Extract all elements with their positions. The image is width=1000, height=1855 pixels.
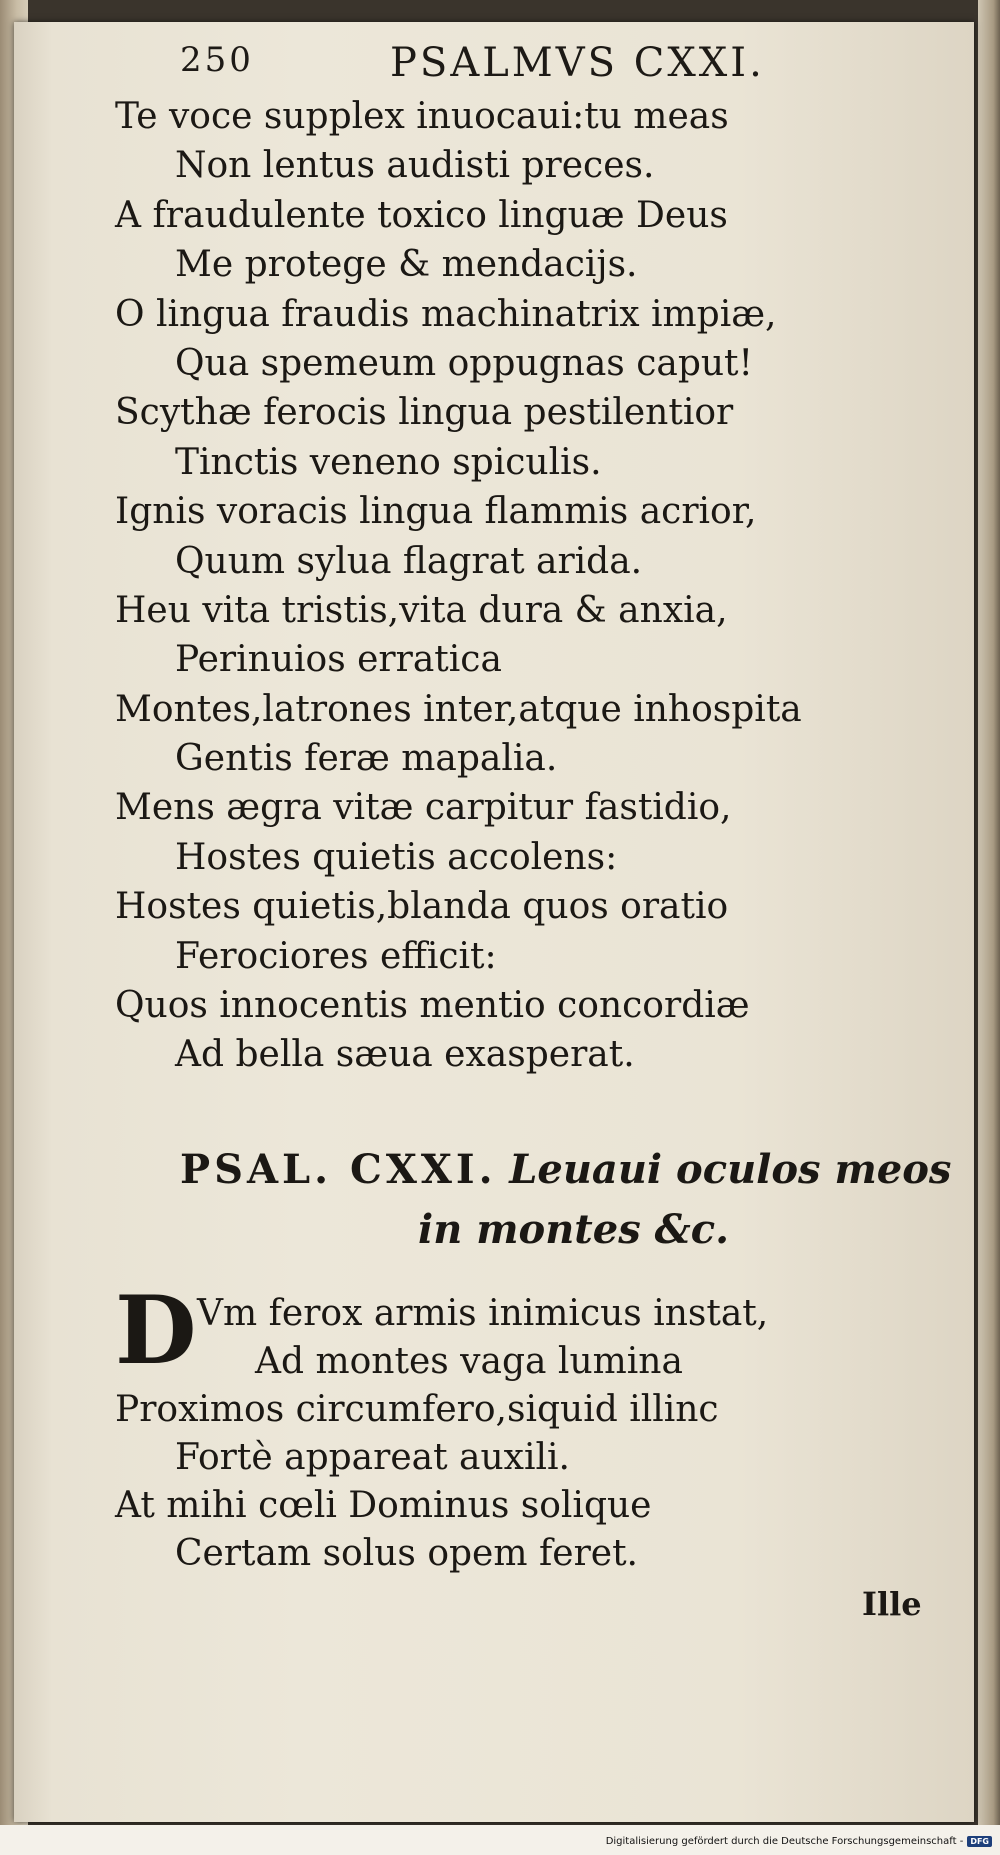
- verse-line: Hostes quietis,blanda quos oratio: [115, 886, 729, 928]
- psalm-line: Fortè appareat auxili.: [175, 1437, 570, 1478]
- verse-line: Perinuios erratica: [175, 639, 502, 681]
- verse-line: Ignis voracis lingua flammis acrior,: [115, 491, 757, 533]
- page-number: 250: [180, 40, 254, 80]
- verse-line: Mens ægra vitæ carpitur fastidio,: [115, 787, 732, 829]
- psalm-text-block: [115, 1276, 875, 1578]
- psalm-incipit-part-2: in montes &c.: [418, 1206, 730, 1253]
- psalm-number: PSAL. CXXI.: [180, 1146, 497, 1193]
- verse-line: Quum sylua flagrat arida.: [175, 540, 643, 582]
- psalm-line: Vm ferox armis inimicus instat,: [197, 1293, 769, 1334]
- verse-line: Hostes quietis accolens:: [175, 836, 618, 878]
- verse-line: Quos innocentis mentio concordiæ: [115, 985, 750, 1027]
- verse-line: Qua spemeum oppugnas caput!: [175, 342, 753, 384]
- verse-line: A fraudulente toxico linguæ Deus: [115, 194, 728, 236]
- catchword: Ille: [862, 1585, 922, 1623]
- running-title: PSALMVS CXXI.: [390, 40, 765, 86]
- verse-line: Me protege & mendacijs.: [175, 244, 638, 286]
- verse-block: [115, 92, 875, 1080]
- drop-capital: D: [115, 1276, 197, 1386]
- psalm-heading-line-1: [180, 1140, 952, 1200]
- verse-line: Te voce supplex inuocaui:tu meas: [115, 96, 729, 137]
- credit-strip: [0, 1825, 1000, 1855]
- verse-line: Ad bella sæua exasperat.: [175, 1034, 635, 1076]
- digitization-credit: [606, 1836, 992, 1847]
- credit-text: Digitalisierung gefördert durch die Deutsche Forschungsgemeinschaft -: [605, 1836, 964, 1847]
- psalm-line: At mihi cœli Dominus solique: [115, 1485, 652, 1526]
- psalm-incipit-part-1: Leuaui oculos meos: [509, 1146, 952, 1193]
- verse-line: Scythæ ferocis lingua pestilentior: [115, 392, 734, 434]
- psalm-heading: [180, 1140, 952, 1260]
- running-header: [180, 40, 840, 88]
- verse-line: Tinctis veneno spiculis.: [175, 441, 602, 483]
- verse-line: Ferociores efficit:: [175, 935, 497, 977]
- verse-line: Non lentus audisti preces.: [175, 145, 655, 187]
- psalm-line: Ad montes vaga lumina: [255, 1341, 683, 1382]
- verse-line: Montes,latrones inter,atque inhospita: [115, 688, 802, 730]
- dfg-logo: DFG: [967, 1836, 992, 1847]
- verse-line: O lingua fraudis machinatrix impiæ,: [115, 293, 777, 335]
- verse-line: Heu vita tristis,vita dura & anxia,: [115, 589, 728, 631]
- psalm-line: Certam solus opem feret.: [175, 1533, 638, 1574]
- page-edge-right: [978, 0, 1000, 1855]
- verse-line: Gentis feræ mapalia.: [175, 738, 558, 780]
- psalm-line: Proximos circumfero,siquid illinc: [115, 1389, 719, 1430]
